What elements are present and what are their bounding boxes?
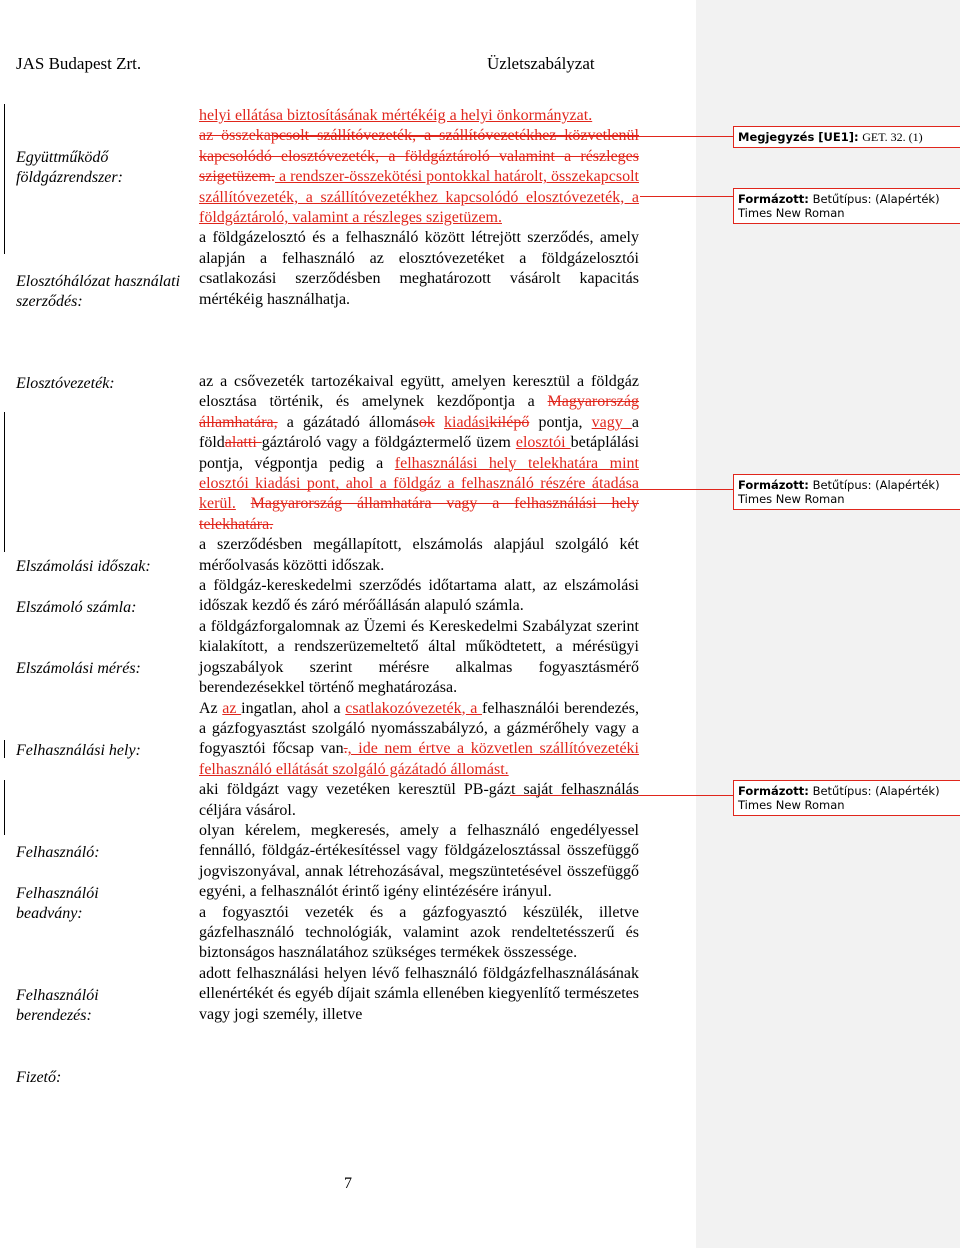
- definition-elosztohalozat: a földgázelosztó és a felhasználó között létrejött szerződés, amely alapján a felhasználó az elosztóvezetéket a földgázelosztói csatlakozási szerződésben meghatározott vásárolt kapacitás mértékéig használhatja.: [199, 229, 639, 308]
- text-run: a föld: [199, 413, 640, 452]
- header-document-title: Üzletszabályzat: [487, 54, 595, 73]
- inserted-text: vagy: [591, 413, 632, 431]
- definition-felhasznalasi-hely: [199, 699, 639, 781]
- term-felhasznalo: Felhasználó:: [16, 844, 100, 861]
- inserted-text: kiadási: [444, 413, 490, 431]
- inserted-text: felhasználási hely telekhatára mint elosztói kiadási pont, ahol a földgáz a felhasználó részére átadása kerül.: [199, 454, 639, 513]
- change-bar: [4, 412, 5, 552]
- deleted-text: az összekapcsolt szállítóvezeték, a szállítóvezetékhez közvetlenül kapcsolódó elosztóvezeték, a földgáztároló valamint a részleges szigetüzem.: [199, 127, 639, 186]
- deleted-text: .: [343, 740, 348, 758]
- header-company: JAS Budapest Zrt.: [16, 54, 142, 73]
- format-text: Betűtípus: (Alapérték) Times New Roman: [738, 192, 940, 220]
- comment-balloon[interactable]: [733, 126, 960, 148]
- definition-felhasznalo: aki földgázt vagy vezetéken keresztül PB-gázt saját felhasználás céljára vásárol.: [199, 781, 639, 819]
- inserted-text: elosztói: [515, 434, 571, 452]
- format-connector: [262, 489, 733, 490]
- format-label: Formázott:: [738, 784, 809, 798]
- inserted-text: helyi ellátása biztosításának mértékéig a helyi önkormányzat.: [199, 107, 593, 124]
- deleted-text: ok: [418, 413, 435, 431]
- definition-elosztovezetek: [199, 372, 639, 535]
- change-bar: [4, 740, 5, 758]
- term-elosztohalozat-szerzodes: Elosztóhálózat használati szerződés:: [16, 273, 181, 311]
- format-connector: [510, 795, 733, 796]
- deleted-text: kilépő: [489, 413, 530, 431]
- term-elosztovezetek: Elosztóvezeték:: [16, 375, 115, 392]
- text-run: az a csővezeték tartozékaival együtt, amelyen keresztül a földgáz elosztása történik, és amelynek kezdőpontja a: [199, 373, 639, 411]
- text-run: gáztároló vagy a földgáztermelő üzem: [261, 434, 516, 452]
- term-felhasznaloi-beadvany: Felhasználói beadvány:: [16, 885, 99, 923]
- definition-fizeto: adott felhasználási helyen lévő felhasználó földgázfelhasználásának ellenértékét és egyéb díjait számla ellenében kiegyenlítő természetes vagy jogi személy, illetve: [199, 964, 639, 1023]
- definition-elszamolasi-idoszak: a szerződésben megállapított, elszámolás alapjául szolgáló két mérőolvasás közötti időszak.: [199, 536, 639, 574]
- format-connector: [640, 196, 733, 197]
- definition-continuation: [199, 106, 639, 126]
- format-balloon[interactable]: [733, 780, 960, 816]
- term-elszamolo-szamla: Elszámoló számla:: [16, 599, 137, 616]
- text-run: felhasználói berendezés, a gázfogyasztást szolgáló nyomásszabályzó, a gázmérőhely vagy a fogyasztói főcsap van: [199, 699, 640, 758]
- change-bar: [4, 780, 5, 835]
- deleted-text: Magyarország államhatára,: [199, 393, 639, 431]
- term-fizeto: Fizető:: [16, 1069, 62, 1086]
- term-felhasznalasi-hely: Felhasználási hely:: [16, 742, 141, 759]
- format-text: Betűtípus: (Alapérték) Times New Roman: [738, 784, 940, 812]
- format-text: Betűtípus: (Alapérték) Times New Roman: [738, 478, 940, 506]
- definition-block-2: [199, 372, 639, 1025]
- comment-text: GET. 32. (1): [862, 130, 923, 144]
- comment-connector: [274, 136, 733, 137]
- definition-felhasznaloi-beadvany: olyan kérelem, megkeresés, amely a felhasználó engedélyessel fennálló, földgáz-értékesítéssel vagy földgázelosztással összefüggő jogviszonyával, annak létrehozásával, megszüntetésével összefüggő egyéni, a felhasználót érintő igény elintézésére irányul.: [199, 821, 639, 901]
- inserted-text: , ide nem értve a közvetlen szállítóvezetéki felhasználó ellátását szolgáló gázátadó állomást.: [199, 740, 640, 778]
- definition-elszamolasi-meres: a földgázforgalomnak az Üzemi és Kereskedelmi Szabályzat szerint kialakított, a rendszerüzemeltető által működtetett, a mérésügyi jogszabályok szerint mérésre alkalmas fogyasztásmérő berendezésekkel történő meghatározása.: [199, 617, 639, 697]
- text-run: ingatlan, ahol a: [241, 699, 346, 717]
- format-label: Formázott:: [738, 478, 809, 492]
- definition-elszamolo-szamla: a földgáz-kereskedelmi szerződés időtartama alatt, az elszámolási időszak kezdő és záró mérőállásán alapuló számla.: [199, 577, 639, 615]
- text-run: a gázátadó állomás: [277, 413, 419, 431]
- definition-felhasznaloi-berendezes: a fogyasztói vezeték és a gázfogyasztó készülék, illetve gázfelhasználó technológiák, valamint azok rendeltetésszerű és biztonságos használatához szükséges termékek összessége.: [199, 903, 639, 962]
- definition-egyuttmukodo: [199, 126, 639, 228]
- page-number: 7: [344, 1175, 352, 1192]
- comment-label: Megjegyzés [UE1]:: [738, 130, 859, 144]
- deleted-text: Magyarország államhatára vagy a felhasználási hely telekhatára.: [199, 495, 640, 533]
- text-run: pontja,: [529, 413, 592, 431]
- change-bar: [4, 104, 5, 254]
- inserted-text: az: [222, 699, 242, 717]
- text-run: betáplálási pontja, végpontja pedig a: [199, 434, 640, 472]
- inserted-text: a rendszer-összekötési pontokkal határolt, összekapcsolt szállítóvezeték, a szállítóvezetékhez kapcsolódó elosztóvezeték, a földgáztároló, valamint a részleges szigetüzem.: [199, 168, 639, 227]
- format-label: Formázott:: [738, 192, 809, 206]
- format-balloon[interactable]: [733, 474, 960, 510]
- term-egyuttmukodo-foldgazrendszer: Együttműködő földgázrendszer:: [16, 149, 123, 187]
- text-run: Az: [199, 699, 223, 717]
- term-felhasznaloi-berendezes: Felhasználói berendezés:: [16, 987, 99, 1025]
- term-elszamolasi-meres: Elszámolási mérés:: [16, 660, 141, 677]
- inserted-text: csatlakozóvezeték, a: [345, 699, 483, 717]
- term-elszamolasi-idoszak: Elszámolási időszak:: [16, 558, 151, 575]
- deleted-text: alatti: [224, 434, 262, 452]
- format-balloon[interactable]: [733, 188, 960, 224]
